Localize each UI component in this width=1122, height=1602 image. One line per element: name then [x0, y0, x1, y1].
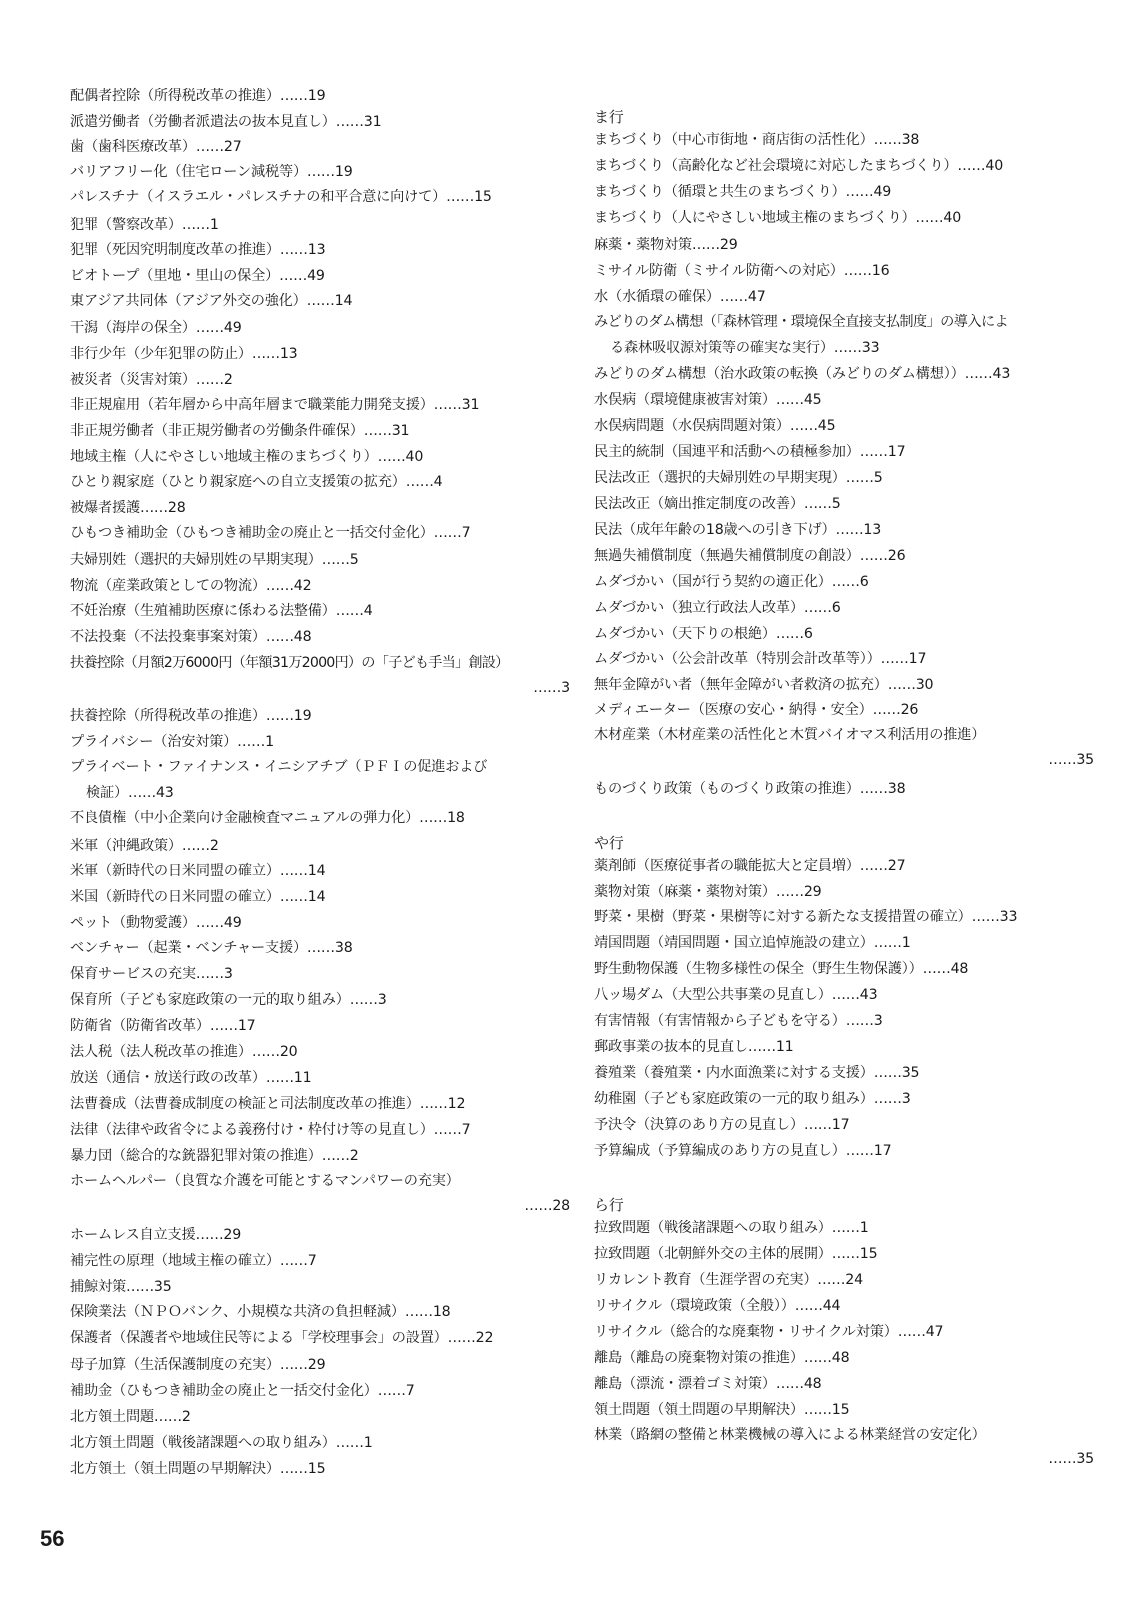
index-entry-continuation: る森林吸収源対策等の確実な実行）……33	[610, 340, 880, 356]
index-entry: 犯罪（死因究明制度改革の推進）……13	[70, 242, 326, 258]
index-entry: 不良債権（中小企業向け金融検査マニュアルの弾力化）……18	[70, 810, 465, 826]
index-entry: 予算編成（予算編成のあり方の見直し）……17	[594, 1143, 892, 1159]
index-entry: リカレント教育（生涯学習の充実）……24	[594, 1272, 863, 1288]
index-entry: ミサイル防衛（ミサイル防衛への対応）……16	[594, 263, 890, 279]
index-entry: 林業（路網の整備と林業機械の導入による林業経営の安定化）	[594, 1427, 986, 1443]
index-entry: 野生動物保護（生物多様性の保全（野生生物保護））……48	[594, 961, 969, 977]
index-entry: 米国（新時代の日米同盟の確立）……14	[70, 889, 326, 905]
index-entry: 民法改正（嫡出推定制度の改善）……5	[594, 496, 841, 512]
index-entry: 捕鯨対策……35	[70, 1279, 172, 1295]
index-entry: 歯（歯科医療改革）……27	[70, 139, 242, 155]
index-entry: まちづくり（高齢化など社会環境に対応したまちづくり）……40	[594, 158, 1004, 174]
index-entry: 夫婦別姓（選択的夫婦別姓の早期実現）……5	[70, 552, 359, 568]
index-entry: みどりのダム構想（治水政策の転換（みどりのダム構想））……43	[594, 366, 1011, 382]
index-entry: ムダづかい（独立行政法人改革）……6	[594, 600, 841, 616]
index-entry: 民法（成年年齢の18歳への引き下げ）……13	[594, 522, 882, 538]
index-entry: 不法投棄（不法投棄事案対策）……48	[70, 629, 312, 645]
index-entry: 水俣病（環境健康被害対策）……45	[594, 392, 822, 408]
index-entry: 米軍（新時代の日米同盟の確立）……14	[70, 863, 326, 879]
index-entry: 保険業法（ＮＰＯバンク、小規模な共済の負担軽減）……18	[70, 1304, 451, 1320]
index-entry: ムダづかい（天下りの根絶）……6	[594, 626, 813, 642]
index-entry: メディエーター（医療の安心・納得・安全）……26	[594, 702, 919, 718]
index-entry: 補助金（ひもつき補助金の廃止と一括交付金化）……7	[70, 1383, 415, 1399]
index-entry: 八ッ場ダム（大型公共事業の見直し）……43	[594, 987, 878, 1003]
index-entry: 無過失補償制度（無過失補償制度の創設）……26	[594, 548, 906, 564]
index-entry: リサイクル（総合的な廃棄物・リサイクル対策）……47	[594, 1324, 944, 1340]
page-number: 56	[40, 1526, 65, 1551]
index-entry: ものづくり政策（ものづくり政策の推進）……38	[594, 781, 906, 797]
index-entry: ベンチャー（起業・ベンチャー支援）……38	[70, 940, 353, 956]
section-heading-ma: ま行	[594, 108, 624, 126]
index-entry: ムダづかい（国が行う契約の適正化）……6	[594, 574, 869, 590]
index-entry: 放送（通信・放送行政の改革）……11	[70, 1070, 312, 1086]
index-entry: 予決令（決算のあり方の見直し）……17	[594, 1117, 850, 1133]
index-entry: 不妊治療（生殖補助医療に係わる法整備）……4	[70, 603, 373, 619]
index-entry: まちづくり（循環と共生のまちづくり）……49	[594, 184, 892, 200]
index-entry: 北方領土（領土問題の早期解決）……15	[70, 1461, 326, 1477]
index-entry: 麻薬・薬物対策……29	[594, 237, 738, 253]
index-entry: 北方領土問題……2	[70, 1409, 191, 1425]
index-entry: 米軍（沖縄政策）……2	[70, 838, 219, 854]
index-entry: 養殖業（養殖業・内水面漁業に対する支援）……35	[594, 1065, 920, 1081]
index-entry: 拉致問題（北朝鮮外交の主体的展開）……15	[594, 1246, 878, 1262]
index-entry: 薬剤師（医療従事者の職能拡大と定員増）……27	[594, 858, 906, 874]
index-entry: 犯罪（警察改革）……1	[70, 217, 219, 233]
index-entry: 無年金障がい者（無年金障がい者救済の拡充）……30	[594, 677, 934, 693]
index-entry: 法律（法律や政省令による義務付け・枠付け等の見直し）……7	[70, 1122, 471, 1138]
index-entry-page-ref: ……28	[524, 1198, 570, 1214]
index-entry: まちづくり（中心市街地・商店街の活性化）……38	[594, 132, 920, 148]
index-entry: プライバシー（治安対策）……1	[70, 734, 274, 750]
index-entry: 拉致問題（戦後諸課題への取り組み）……1	[594, 1220, 869, 1236]
index-entry: ビオトープ（里地・里山の保全）……49	[70, 268, 325, 284]
index-entry: 保育所（子ども家庭政策の一元的取り組み）……3	[70, 992, 387, 1008]
index-entry: 非正規雇用（若年層から中高年層まで職業能力開発支援）……31	[70, 397, 480, 413]
index-entry-page-ref: ……35	[1048, 1451, 1094, 1467]
index-entry-continuation: 検証）……43	[86, 785, 174, 801]
index-entry-page-ref: ……3	[533, 680, 570, 696]
index-entry: 民法改正（選択的夫婦別姓の早期実現）……5	[594, 470, 883, 486]
index-entry: 薬物対策（麻薬・薬物対策）……29	[594, 884, 822, 900]
index-entry: 保護者（保護者や地域住民等による「学校理事会」の設置）……22	[70, 1330, 494, 1346]
index-entry: 地域主権（人にやさしい地域主権のまちづくり）……40	[70, 449, 424, 465]
index-entry: リサイクル（環境政策（全般））……44	[594, 1298, 841, 1314]
index-entry: 郵政事業の抜本的見直し……11	[594, 1039, 794, 1055]
index-entry: 防衛省（防衛省改革）……17	[70, 1018, 256, 1034]
index-entry-page-ref: ……35	[1048, 752, 1094, 768]
index-entry: 補完性の原理（地域主権の確立）……7	[70, 1253, 317, 1269]
index-entry: バリアフリー化（住宅ローン減税等）……19	[70, 164, 353, 180]
index-entry: 水（水循環の確保）……47	[594, 289, 766, 305]
index-entry: ペット（動物愛護）……49	[70, 915, 242, 931]
index-entry: 離島（離島の廃棄物対策の推進）……48	[594, 1350, 850, 1366]
index-entry: ホームレス自立支援……29	[70, 1227, 242, 1243]
index-entry: 非行少年（少年犯罪の防止）……13	[70, 346, 298, 362]
index-entry: 靖国問題（靖国問題・国立追悼施設の建立）……1	[594, 935, 911, 951]
index-entry: 配偶者控除（所得税改革の推進）……19	[70, 88, 326, 104]
index-entry: 野菜・果樹（野菜・果樹等に対する新たな支援措置の確立）……33	[594, 909, 1018, 925]
index-entry: みどりのダム構想（「森林管理・環境保全直接支払制度」の導入によ	[594, 314, 1009, 330]
index-entry: プライベート・ファイナンス・イニシアチブ（ＰＦＩの促進および	[70, 759, 488, 775]
index-entry: 北方領土問題（戦後諸課題への取り組み）……1	[70, 1435, 373, 1451]
index-entry: ムダづかい（公会計改革（特別会計改革等））……17	[594, 651, 927, 667]
index-entry: 派遣労働者（労働者派遣法の抜本見直し）……31	[70, 114, 382, 130]
index-entry: 物流（産業政策としての物流）……42	[70, 578, 312, 594]
index-entry: 非正規労働者（非正規労働者の労働条件確保）……31	[70, 423, 410, 439]
index-entry: ホームヘルパー（良質な介護を可能とするマンパワーの充実）	[70, 1173, 460, 1189]
index-entry: 被爆者援護……28	[70, 500, 186, 516]
index-entry: 扶養控除（所得税改革の推進）……19	[70, 708, 312, 724]
index-entry: ひとり親家庭（ひとり親家庭への自立支援策の拡充）……4	[70, 474, 443, 490]
index-entry: 暴力団（総合的な銃器犯罪対策の推進）……2	[70, 1148, 359, 1164]
index-entry: 幼稚園（子ども家庭政策の一元的取り組み）……3	[594, 1091, 911, 1107]
index-entry: 法人税（法人税改革の推進）……20	[70, 1044, 298, 1060]
index-entry: 領土問題（領土問題の早期解決）……15	[594, 1402, 850, 1418]
index-entry: 東アジア共同体（アジア外交の強化）……14	[70, 293, 353, 309]
section-heading-ya: や行	[594, 834, 624, 852]
index-entry: ひもつき補助金（ひもつき補助金の廃止と一括交付金化）……7	[70, 525, 471, 541]
section-heading-ra: ら行	[594, 1196, 624, 1214]
index-entry: 離島（漂流・漂着ゴミ対策）……48	[594, 1376, 822, 1392]
index-entry: 有害情報（有害情報から子どもを守る）……3	[594, 1013, 883, 1029]
index-entry: 保育サービスの充実……3	[70, 966, 233, 982]
index-entry: パレスチナ（イスラエル・パレスチナの和平合意に向けて）……15	[70, 189, 492, 205]
index-entry: 民主的統制（国連平和活動への積極参加）……17	[594, 444, 906, 460]
index-entry: 被災者（災害対策）……2	[70, 372, 233, 388]
index-entry: 扶養控除（月額2万6000円（年額31万2000円）の「子ども手当」創設）	[70, 655, 509, 671]
index-entry: 母子加算（生活保護制度の充実）……29	[70, 1357, 326, 1373]
index-entry: 木材産業（木材産業の活性化と木質バイオマス利活用の推進）	[594, 727, 986, 743]
index-entry: まちづくり（人にやさしい地域主権のまちづくり）……40	[594, 210, 962, 226]
index-entry: 干潟（海岸の保全）……49	[70, 320, 242, 336]
index-entry: 法曹養成（法曹養成制度の検証と司法制度改革の推進）……12	[70, 1096, 466, 1112]
index-entry: 水俣病問題（水俣病問題対策）……45	[594, 418, 836, 434]
